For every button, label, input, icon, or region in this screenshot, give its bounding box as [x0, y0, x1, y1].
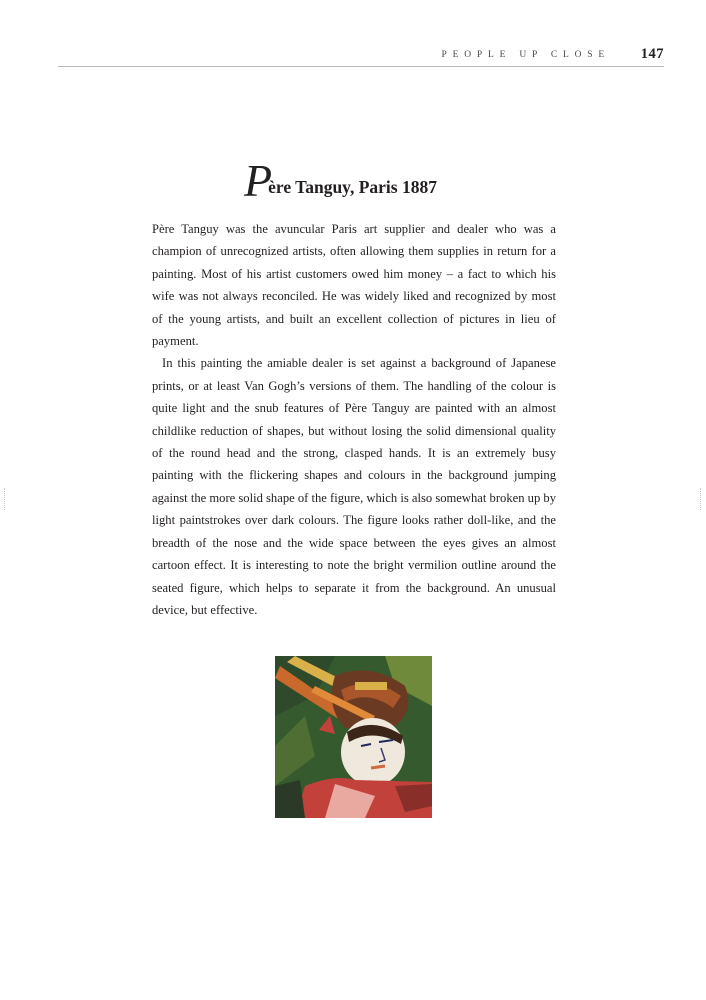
body-text	[152, 218, 556, 621]
painting-detail-svg	[275, 656, 432, 818]
crop-mark-right	[700, 488, 702, 510]
paragraph-1: Père Tanguy was the avuncular Paris art supplier and dealer who was a champion of unrecognized artists, often allowing them supplies in return for a painting. Most of his artist customers owed him money – a fact to which his wife was not always reconciled. He was widely liked and recognized by most of the young artists, and built an excellent collection of pictures in lieu of payment.	[152, 222, 556, 349]
paragraph-2: In this painting the amiable dealer is set against a background of Japanese prints, or at least Van Gogh’s versions of them. The handling of the colour is quite light and the snub features of Père Tanguy are painted with an almost childlike reduction of shapes, but without losing the solid dimensional quality of the round head and the strong, clasped hands. It is an extremely busy painting with the flickering shapes and colours in the background jumping against the more solid shape of the figure, which is also somewhat broken up by light paintstrokes over dark colours. The figure looks rather doll-like, and the breadth of the nose and the wide space between the eyes gives an almost cartoon effect. It is interesting to note the bright vermilion outline around the seated figure, which helps to separate it from the background. An unusual device, but effective.	[152, 356, 556, 617]
running-title: PEOPLE UP CLOSE	[441, 50, 610, 60]
page-number: 147	[640, 46, 664, 62]
running-head	[58, 44, 664, 67]
heading-title: ère Tanguy, Paris 1887	[268, 177, 437, 197]
painting-detail-image	[275, 656, 432, 818]
heading-initial: P	[244, 155, 273, 206]
crop-mark-left	[4, 488, 6, 510]
section-heading	[244, 155, 437, 206]
